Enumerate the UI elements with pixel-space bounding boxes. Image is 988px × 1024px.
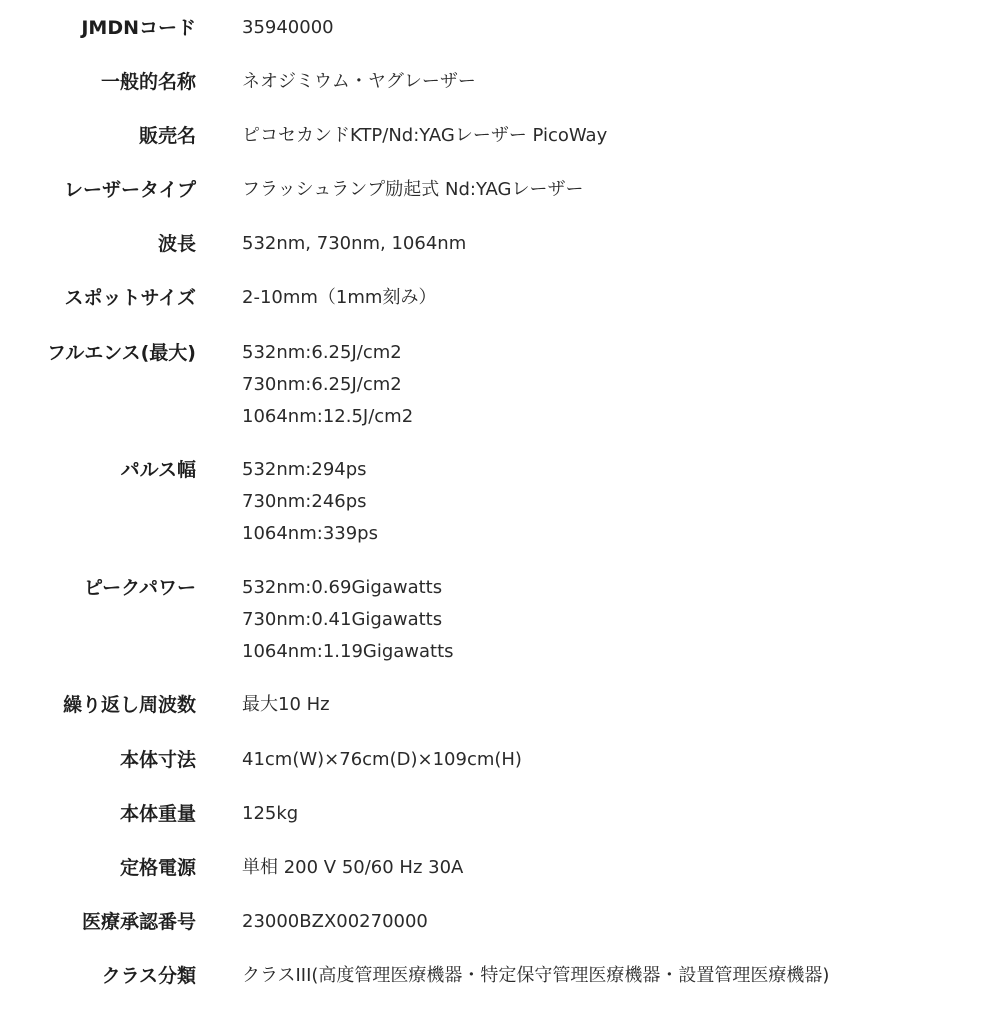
spec-value-line: 1064nm:12.5J/cm2: [242, 406, 414, 427]
spec-label: 定格電源: [119, 857, 196, 879]
spec-value-line: 2-10mm（1mm刻み）: [242, 287, 437, 308]
spec-value-line: 1064nm:1.19Gigawatts: [242, 641, 454, 662]
spec-value-line: 35940000: [242, 17, 334, 38]
spec-value-line: クラスIII(高度管理医療機器・特定保守管理医療機器・設置管理医療機器): [242, 965, 830, 986]
spec-value: [242, 798, 298, 830]
spec-value-line: 532nm:294ps: [242, 459, 367, 480]
spec-label: JMDNコード: [81, 17, 196, 39]
spec-value-line: 532nm, 730nm, 1064nm: [242, 233, 467, 254]
spec-value: [242, 174, 584, 206]
spec-value: [242, 12, 334, 44]
spec-label: フルエンス(最大): [46, 342, 196, 364]
spec-label: 波長: [157, 233, 196, 255]
spec-value-line: 最大10 Hz: [242, 694, 330, 715]
spec-label: 本体寸法: [119, 749, 196, 771]
spec-value: [242, 852, 463, 884]
spec-value: [242, 120, 607, 152]
spec-label: 医療承認番号: [81, 911, 196, 933]
spec-value-line: 730nm:0.41Gigawatts: [242, 609, 443, 630]
spec-value: [242, 282, 436, 314]
spec-label: 繰り返し周波数: [62, 694, 196, 716]
spec-value-line: 730nm:6.25J/cm2: [242, 374, 402, 395]
spec-value-line: 125kg: [242, 803, 299, 824]
spec-label: クラス分類: [101, 965, 196, 987]
spec-label: レーザータイプ: [63, 179, 196, 201]
spec-value: [242, 454, 378, 550]
spec-value-line: フラッシュランプ励起式 Nd:YAGレーザー: [242, 179, 584, 200]
spec-label: ピークパワー: [83, 577, 196, 599]
spec-label: スポットサイズ: [64, 287, 196, 309]
spec-value: [242, 744, 522, 776]
spec-value: [242, 906, 428, 938]
spec-value-line: 23000BZX00270000: [242, 911, 428, 932]
spec-value-line: 730nm:246ps: [242, 491, 367, 512]
spec-value-line: ピコセカンドKTP/Nd:YAGレーザー PicoWay: [242, 125, 608, 146]
spec-label: 販売名: [138, 125, 196, 147]
spec-value-line: 41cm(W)×76cm(D)×109cm(H): [242, 749, 522, 770]
spec-label: 一般的名称: [100, 71, 196, 93]
spec-value: [242, 66, 476, 98]
spec-value: [242, 960, 829, 992]
spec-value: [242, 572, 454, 668]
spec-value-line: ネオジミウム・ヤグレーザー: [242, 71, 476, 92]
spec-value-line: 1064nm:339ps: [242, 523, 378, 544]
spec-value-line: 単相 200 V 50/60 Hz 30A: [242, 857, 464, 878]
spec-value: [242, 689, 330, 721]
spec-label: 本体重量: [119, 803, 196, 825]
spec-value: [242, 337, 413, 433]
spec-value-line: 532nm:0.69Gigawatts: [242, 577, 443, 598]
spec-value: [242, 228, 466, 260]
spec-value-line: 532nm:6.25J/cm2: [242, 342, 402, 363]
spec-label: パルス幅: [120, 459, 196, 481]
